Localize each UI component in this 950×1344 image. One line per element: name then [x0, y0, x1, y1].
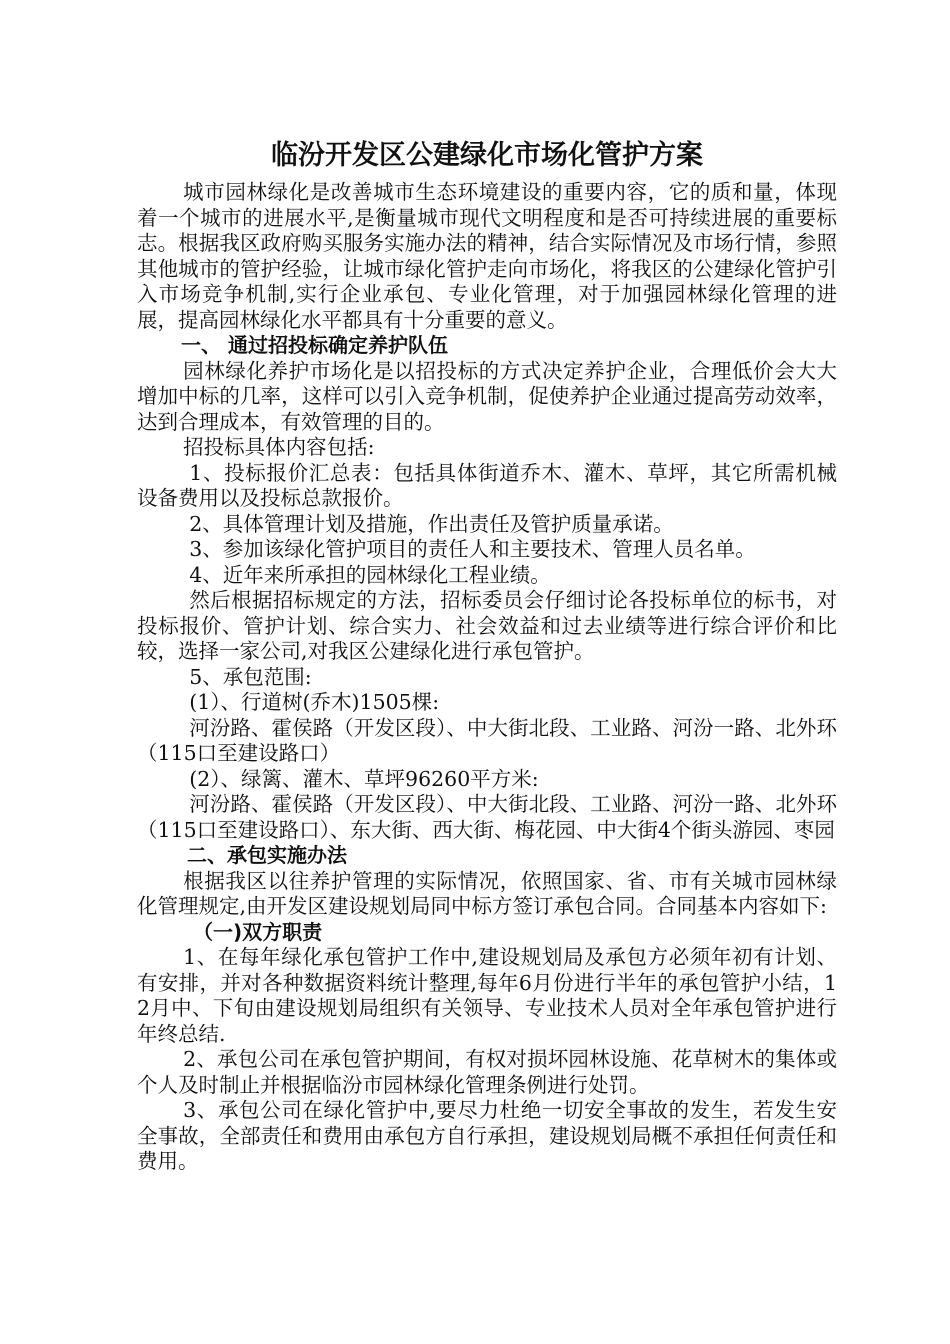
- intro-paragraph: 城市园林绿化是改善城市生态环境建设的重要内容，它的质和量，体现着一个城市的进展水平,是衡量城市现代文明程度和是否可持续进展的重要标志。根据我区政府购买服务实施办法的精神，结合实际情况及市场行情，参照其他城市的管护经验，让城市绿化管护走向市场化，将我区的公建绿化管护引入市场竞争机制,实行企业承包、专业化管理，对于加强园林绿化管理的进展，提高园林绿化水平都具有十分重要的意义。: [137, 180, 837, 332]
- section2-item-2: 2、承包公司在承包管护期间，有权对损坏园林设施、花草树木的集体或个人及时制止并根据临汾市园林绿化管理条例进行处罚。: [137, 1047, 837, 1097]
- section2-paragraph-1: 根据我区以往养护管理的实际情况，依照国家、省、市有关城市园林绿化管理规定,由开发区建设规划局同中标方签订承包合同。合同基本内容如下:: [137, 868, 837, 918]
- section1-item-5: 5、承包范围:: [189, 664, 312, 689]
- section-heading-2: 二、承包实施办法: [187, 843, 347, 867]
- section1-paragraph-1: 园林绿化养护市场化是以招投标的方式决定养护企业，合理低价会大大增加中标的几率，这样可以引入竞争机制，促使养护企业通过提高劳动效率，达到合理成本，有效管理的目的。: [137, 358, 837, 434]
- section-heading-1: 一、 通过招投标确定养护队伍: [181, 333, 448, 357]
- section1-item-3: 3、参加该绿化管护项目的责任人和主要技术、管理人员名单。: [189, 537, 756, 561]
- section1-sub-2-text: 河汾路、霍侯路（开发区段）、中大街北段、工业路、河汾一路、北外环（115口至建设路口）、东大街、西大街、梅花园、中大街4个街头游园、枣园: [137, 792, 837, 842]
- section1-item-2: 2、具体管理计划及措施，作出责任及管护质量承诺。: [189, 511, 674, 536]
- document-title: 临汾开发区公建绿化市场化管护方案: [271, 140, 703, 171]
- section2-item-1: 1、在每年绿化承包管护工作中,建设规划局及承包方必须年初有计划、有安排，并对各种数据资料统计整理,每年6月份进行半年的承包管护小结，12月中、下旬由建设规划局组织有关领导、专业技术人员对全年承包管护进行年终总结.: [137, 945, 837, 1046]
- section2-subheading: （一)双方职责: [193, 919, 323, 944]
- section1-paragraph-2: 招投标具体内容包括:: [183, 435, 375, 459]
- section1-sub-1-label: (1）、行道树(乔木)1505棵:: [189, 690, 440, 714]
- section1-item-1: 1、投标报价汇总表：包括具体街道乔木、灌木、草坪，其它所需机械设备费用以及投标总款报价。: [137, 460, 837, 510]
- section1-sub-2-label: (2）、绿篱、灌木、草坪96260平方米:: [189, 766, 539, 791]
- section1-paragraph-3: 然后根据招标规定的方法，招标委员会仔细讨论各投标单位的标书，对投标报价、管护计划、综合实力、社会效益和过去业绩等进行综合评价和比较，选择一家公司,对我区公建绿化进行承包管护。: [137, 588, 837, 663]
- section2-item-3: 3、承包公司在绿化管护中,要尽力杜绝一切安全事故的发生，若发生安全事故，全部责任和费用由承包方自行承担，建设规划局概不承担任何责任和费用。: [137, 1098, 837, 1173]
- section1-sub-1-text: 河汾路、霍侯路（开发区段）、中大街北段、工业路、河汾一路、北外环（115口至建设路口）: [137, 715, 837, 765]
- document-page: [137, 136, 837, 1175]
- section1-item-4: 4、近年来所承担的园林绿化工程业绩。: [189, 562, 551, 587]
